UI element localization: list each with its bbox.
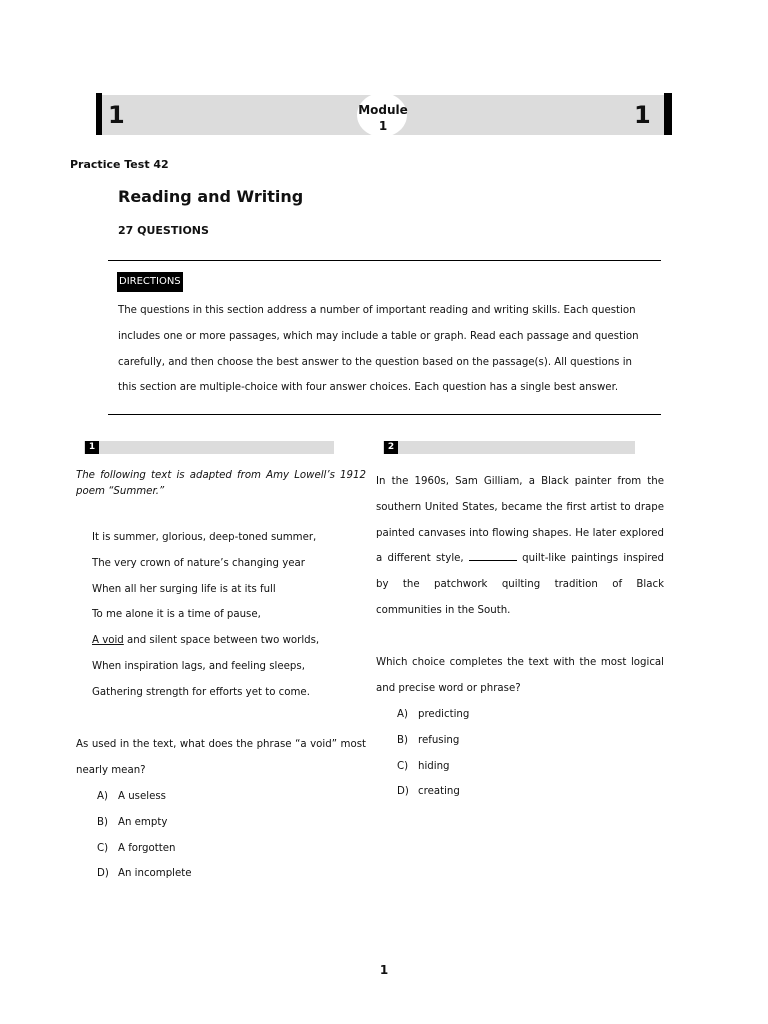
directions-badge: DIRECTIONS	[117, 272, 183, 292]
answer-choice[interactable]	[97, 784, 192, 810]
page-number: 1	[379, 963, 389, 977]
poem-line: Gathering strength for efforts yet to come.	[92, 686, 310, 698]
question-2-passage	[376, 469, 664, 624]
answer-choice[interactable]	[397, 754, 469, 780]
choice-text: A forgotten	[118, 842, 176, 854]
question-1-number: 1	[85, 441, 99, 454]
choice-text: An empty	[118, 816, 168, 828]
module-value: 1	[378, 119, 388, 133]
question-1-header-bar	[84, 441, 334, 454]
question-1-stem: As used in the text, what does the phrase “a void” most nearly mean?	[76, 739, 366, 776]
question-count: 27 QUESTIONS	[118, 224, 209, 237]
question-2-header-bar	[383, 441, 635, 454]
choice-text: An incomplete	[118, 868, 192, 880]
choice-text: refusing	[418, 734, 460, 746]
poem-line: It is summer, glorious, deep-toned summer,	[92, 532, 317, 543]
module-number-left: 1	[108, 101, 125, 129]
practice-test-label: Practice Test 42	[70, 158, 169, 171]
passage-part: quilt-like paintings inspired by the patchwork quilting tradition of Black communities in the South.	[376, 553, 664, 616]
answer-choice[interactable]	[397, 728, 469, 754]
directions-text: The questions in this section address a number of important reading and writing skills. Each question includes one or more passages, which may include a table or graph. Read each passage and question carefully, and then choose the best answer to the question based on the passage(s). All questions in this section are multiple-choice with four answer choices. Each question has a single best answer.	[118, 305, 639, 394]
poem-line	[92, 628, 372, 654]
poem-line: When inspiration lags, and feeling sleeps,	[92, 660, 305, 672]
module-label: Module	[358, 103, 408, 117]
answer-choice[interactable]	[97, 861, 192, 887]
poem-line: When all her surging life is at its full	[92, 583, 276, 595]
module-number-right: 1	[634, 101, 651, 129]
choice-letter: A)	[97, 791, 108, 802]
choice-text: predicting	[418, 709, 470, 720]
poem-line-rest: and silent space between two worlds,	[123, 635, 320, 647]
question-1-intro: The following text is adapted from Amy Lowell’s 1912 poem “Summer.”	[76, 470, 366, 497]
section-title: Reading and Writing	[118, 187, 304, 206]
choice-letter: A)	[397, 709, 408, 720]
module-header-right-bar	[664, 93, 672, 135]
choice-letter: B)	[97, 816, 108, 828]
answer-choice[interactable]	[397, 779, 469, 805]
underlined-phrase: A void	[92, 635, 124, 647]
question-1-choices	[97, 784, 192, 887]
poem-line: To me alone it is a time of pause,	[92, 609, 261, 621]
question-2-number: 2	[384, 441, 398, 454]
passage-part: In the 1960s, Sam Gilliam, a Black painter from the southern United States, became the first artist to drape painted canvases into flowing shapes. He later explored a different style,	[376, 476, 664, 565]
directions-bottom-divider	[108, 414, 661, 415]
choice-letter: C)	[397, 760, 409, 772]
module-header-left-bar	[96, 93, 102, 135]
answer-choice[interactable]	[97, 810, 192, 836]
choice-letter: C)	[97, 842, 109, 854]
poem	[92, 525, 372, 706]
choice-letter: B)	[397, 734, 408, 746]
answer-blank	[469, 551, 517, 561]
choice-text: A useless	[118, 791, 166, 802]
choice-letter: D)	[97, 868, 109, 880]
choice-letter: D)	[397, 786, 409, 798]
directions-top-divider	[108, 260, 661, 261]
choice-text: creating	[418, 786, 460, 798]
question-2-stem: Which choice completes the text with the most logical and precise word or phrase?	[376, 657, 664, 694]
choice-text: hiding	[418, 760, 450, 772]
question-2-choices	[397, 702, 469, 805]
answer-choice[interactable]	[97, 836, 192, 862]
answer-choice[interactable]	[397, 702, 469, 728]
poem-line: The very crown of nature’s changing year	[92, 557, 305, 569]
